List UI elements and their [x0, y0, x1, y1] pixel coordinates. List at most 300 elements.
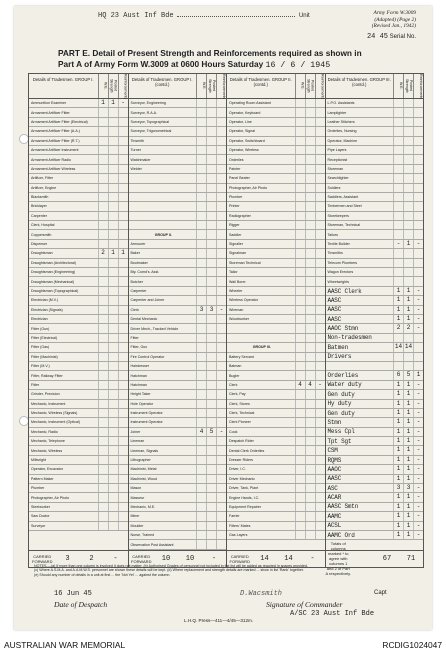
table-row: [227, 315, 325, 324]
count-cell: [216, 456, 226, 464]
count-cell: [196, 249, 206, 257]
count-cell: 1: [403, 493, 413, 501]
count-cell: [305, 287, 315, 295]
trade-label: Armament Artificer Wireless: [31, 166, 76, 171]
trade-label: Gen duty: [327, 409, 355, 417]
count-cell: [315, 343, 325, 351]
count-cell: [216, 315, 226, 323]
count-cell: [108, 174, 118, 182]
count-cell: [108, 446, 118, 454]
count-cell: [196, 137, 206, 145]
table-row: [29, 371, 128, 380]
count-cell: [196, 230, 206, 238]
trade-label: Textile Builder: [327, 242, 350, 247]
count-cell: [393, 108, 403, 116]
trade-label: Grinder, Precision: [31, 392, 60, 397]
table-row: [326, 428, 424, 437]
count-cell: 1: [403, 512, 413, 520]
table-row: [227, 371, 325, 380]
table-row: [29, 400, 128, 409]
count-cell: [98, 118, 108, 126]
count-cell: [108, 418, 118, 426]
table-row: [326, 155, 424, 164]
table-row: [227, 127, 325, 136]
count-cell: 1: [403, 418, 413, 426]
count-cell: 1: [403, 437, 413, 445]
column-number-header: Posted Strength: [108, 74, 118, 98]
trade-label: Carpenter: [31, 213, 47, 218]
count-cell: [413, 99, 423, 107]
despatch-date-value: 16 Jun 45: [54, 590, 92, 598]
trade-label: Mechanic, Wireless (Signals): [31, 411, 78, 416]
table-row: [227, 512, 325, 521]
count-cell: [118, 475, 128, 483]
count-cell: [108, 353, 118, 361]
table-row: [129, 127, 227, 136]
trade-label: Tailors: [327, 232, 338, 237]
count-cell: -: [216, 428, 226, 436]
count-cell: -: [413, 446, 423, 454]
table-row: [326, 484, 424, 493]
count-cell: [206, 277, 216, 285]
trade-label: Storekeepers: [327, 213, 349, 218]
trade-label: Battery Servant: [229, 354, 254, 359]
trade-label: Hy duty: [327, 400, 352, 408]
count-cell: [393, 277, 403, 285]
count-cell: [206, 371, 216, 379]
table-column: [325, 74, 424, 550]
count-cell: [196, 390, 206, 398]
trade-label: Operator, Machine: [327, 138, 358, 143]
count-cell: [403, 193, 413, 201]
count-cell: [98, 268, 108, 276]
table-row: [29, 484, 128, 493]
count-cell: 3: [196, 306, 206, 314]
trade-label: Armament Artificer Fitter (A.A.): [31, 129, 80, 134]
table-row: [29, 277, 128, 286]
count-cell: [108, 296, 118, 304]
count-cell: 2: [393, 324, 403, 332]
count-cell: [118, 287, 128, 295]
trade-label: AAOC: [327, 465, 342, 473]
trade-label: Fitter (Electrical): [31, 335, 58, 340]
count-cell: [315, 475, 325, 483]
count-cell: [413, 343, 423, 351]
unit-underline: [177, 16, 295, 17]
trade-label: Lithographer: [130, 458, 151, 463]
signature-mark: [240, 590, 282, 598]
trade-label: Draughtsman: [31, 251, 53, 256]
count-cell: [108, 259, 118, 267]
table-row: [29, 193, 128, 202]
table-row: [326, 193, 424, 202]
trade-label: Height Taker: [130, 392, 151, 397]
table-row: [227, 446, 325, 455]
count-cell: -: [118, 99, 128, 107]
table-row: [29, 390, 128, 399]
count-cell: [315, 315, 325, 323]
count-cell: [413, 212, 423, 220]
count-cell: [98, 230, 108, 238]
count-cell: [98, 456, 108, 464]
count-cell: 1: [403, 428, 413, 436]
form-line: (Adapted) (Page 2): [374, 16, 416, 23]
trade-label: ASC: [327, 484, 338, 492]
trade-label: Clerk, Pay: [229, 392, 246, 397]
count-cell: [393, 362, 403, 370]
count-cell: [305, 193, 315, 201]
table-row: [129, 324, 227, 333]
count-cell: [216, 212, 226, 220]
count-cell: 4: [295, 381, 305, 389]
count-cell: [206, 212, 216, 220]
count-cell: [206, 381, 216, 389]
trade-label: Clerk: [229, 382, 238, 387]
count-cell: [118, 174, 128, 182]
table-row: [227, 230, 325, 239]
count-cell: [295, 146, 305, 154]
count-cell: [305, 268, 315, 276]
trade-label: Non-tradesmen: [327, 334, 372, 342]
count-cell: -: [413, 456, 423, 464]
count-cell: [315, 259, 325, 267]
count-cell: -: [413, 324, 423, 332]
table-row: [326, 174, 424, 183]
table-row: [227, 437, 325, 446]
table-column: [226, 74, 325, 550]
count-cell: [108, 240, 118, 248]
count-cell: [216, 418, 226, 426]
count-cell: [206, 259, 216, 267]
count-cell: [196, 324, 206, 332]
count-cell: [196, 184, 206, 192]
column-title: Details of Tradesmen. GROUP I.: [32, 77, 94, 82]
table-row: [29, 108, 128, 117]
table-row: [129, 99, 227, 108]
trade-label: Nurse, Trained: [130, 533, 155, 538]
table-row: [326, 400, 424, 409]
count-cell: 1: [393, 296, 403, 304]
table-row: [326, 296, 424, 305]
count-cell: [295, 409, 305, 417]
count-cell: [295, 306, 305, 314]
count-cell: [196, 418, 206, 426]
count-cell: [295, 277, 305, 285]
count-cell: 3: [393, 484, 403, 492]
count-cell: [295, 371, 305, 379]
count-cell: [315, 155, 325, 163]
count-cell: [315, 230, 325, 238]
count-cell: [295, 221, 305, 229]
count-cell: [413, 137, 423, 145]
count-cell: [118, 108, 128, 116]
count-cell: [315, 137, 325, 145]
count-cell: [216, 371, 226, 379]
count-cell: [206, 165, 216, 173]
table-row: [129, 184, 227, 193]
count-cell: -: [413, 390, 423, 398]
count-cell: [305, 475, 315, 483]
trade-label: Orderlies, Nursing: [327, 129, 357, 134]
table-row: [326, 343, 424, 352]
count-cell: [315, 418, 325, 426]
count-cell: [413, 268, 423, 276]
trade-label: Tinsmith: [130, 138, 144, 143]
count-cell: [393, 334, 403, 342]
count-cell: [403, 146, 413, 154]
count-cell: [315, 437, 325, 445]
count-cell: [413, 362, 423, 370]
count-cell: [98, 353, 108, 361]
count-cell: [315, 277, 325, 285]
table-row: [227, 503, 325, 512]
count-cell: [196, 381, 206, 389]
count-cell: [98, 127, 108, 135]
count-cell: [118, 484, 128, 492]
trade-label: Surveyor: [31, 523, 46, 528]
count-cell: [196, 277, 206, 285]
column-number-header: Posted Strength: [403, 74, 413, 98]
count-cell: [108, 193, 118, 201]
count-cell: [315, 202, 325, 210]
count-cell: [196, 146, 206, 154]
count-cell: [305, 418, 315, 426]
table-row: [326, 390, 424, 399]
trade-label: Rigger: [229, 223, 240, 228]
trade-label: Driver Mech., Tracked Vehicle: [130, 326, 179, 331]
count-cell: [216, 127, 226, 135]
count-cell: [305, 165, 315, 173]
count-cell: [196, 221, 206, 229]
trade-label: Artificer, Fitter: [31, 176, 54, 181]
trade-label: Painter: [229, 166, 241, 171]
trade-label: Draughtsman (Architectural): [31, 260, 76, 265]
table-row: [227, 184, 325, 193]
count-cell: -: [413, 409, 423, 417]
table-row: [326, 127, 424, 136]
count-cell: [196, 371, 206, 379]
trade-label: Miner: [130, 514, 140, 519]
table-row: [326, 446, 424, 455]
count-cell: [413, 108, 423, 116]
table-row: [227, 475, 325, 484]
column-number-header: Reinforcements: [216, 74, 226, 98]
table-row: [227, 146, 325, 155]
count-cell: -: [413, 437, 423, 445]
count-cell: [118, 465, 128, 473]
trade-label: Batman: [229, 364, 242, 369]
table-row: [29, 259, 128, 268]
count-cell: [216, 155, 226, 163]
table-row: [227, 277, 325, 286]
count-cell: [305, 456, 315, 464]
count-cell: [315, 456, 325, 464]
count-cell: [98, 428, 108, 436]
table-column: [29, 74, 128, 550]
title-line-1: PART E. Detail of Present Strength and Reinforcements required as shown in: [58, 48, 362, 58]
count-cell: [118, 277, 128, 285]
count-cell: -: [413, 475, 423, 483]
count-cell: 1: [403, 522, 413, 530]
count-cell: [305, 334, 315, 342]
carried-forward-label: CARRIED FORWARD: [131, 553, 152, 564]
count-cell: [295, 531, 305, 539]
count-cell: 1: [118, 249, 128, 257]
table-row: [326, 230, 424, 239]
trade-label: Panel Beater: [229, 176, 250, 181]
count-cell: [403, 277, 413, 285]
trade-label: Tailor: [229, 270, 238, 275]
trade-label: Pipe Layers: [327, 148, 347, 153]
trade-label: Instrument Operator: [130, 420, 163, 425]
trade-label: Signalman: [229, 251, 246, 256]
count-cell: [108, 155, 118, 163]
count-cell: 1: [393, 531, 403, 539]
table-row: [129, 268, 227, 277]
count-cell: 14: [394, 343, 403, 351]
trade-label: Fitter (Gas): [31, 345, 50, 350]
count-cell: [413, 193, 423, 201]
table-row: [29, 165, 128, 174]
count-cell: [305, 353, 315, 361]
table-row: [29, 315, 128, 324]
count-cell: 1: [403, 287, 413, 295]
column-header: [129, 74, 227, 99]
table-row: [227, 99, 325, 108]
count-cell: [118, 400, 128, 408]
table-row: [227, 522, 325, 531]
count-cell: [413, 230, 423, 238]
count-cell: 1: [108, 99, 118, 107]
count-cell: [118, 259, 128, 267]
count-cell: [216, 118, 226, 126]
column-number-header: W.E.: [295, 74, 305, 98]
count-cell: [216, 259, 226, 267]
trade-label: Joiner: [130, 429, 141, 434]
trade-label: Dental Mechanic: [130, 317, 158, 322]
commander-caption: Signature of Commander: [266, 600, 343, 609]
count-cell: [403, 155, 413, 163]
table-row: [29, 428, 128, 437]
count-cell: [98, 484, 108, 492]
trade-label: Printer: [229, 204, 240, 209]
table-row: [129, 174, 227, 183]
count-cell: [196, 512, 206, 520]
count-cell: [295, 446, 305, 454]
count-cell: 1: [393, 503, 403, 511]
count-cell: [315, 184, 325, 192]
count-cell: [108, 522, 118, 530]
count-cell: [206, 99, 216, 107]
count-cell: [315, 118, 325, 126]
table-columns: [29, 74, 423, 550]
table-row: [227, 259, 325, 268]
count-cell: [403, 212, 413, 220]
count-cell: [216, 268, 226, 276]
count-cell: [118, 493, 128, 501]
trade-label: Timbermen and Steel: [327, 204, 362, 209]
trade-label: Tpt Sgt: [327, 437, 352, 445]
count-cell: [98, 324, 108, 332]
table-row: [129, 240, 227, 249]
carried-forward-label: Totals of columns marked * to agree with columns 1 and 2 of Part A respectively.: [325, 541, 351, 577]
count-cell: [196, 484, 206, 492]
count-cell: [98, 446, 108, 454]
count-cell: [305, 531, 315, 539]
table-row: [227, 409, 325, 418]
count-cell: 1: [393, 418, 403, 426]
trade-label: AAMC: [327, 512, 342, 520]
count-cell: [108, 221, 118, 229]
count-cell: [118, 428, 128, 436]
trade-label: Carpenter and Joiner: [130, 298, 165, 303]
count-cell: 1: [403, 531, 413, 539]
table-row: [326, 137, 424, 146]
count-cell: 1: [393, 437, 403, 445]
count-cell: [216, 334, 226, 342]
count-cell: [206, 446, 216, 454]
count-cell: [305, 484, 315, 492]
table-row: [326, 409, 424, 418]
trade-label: Searchlighter: [327, 176, 349, 181]
count-cell: [413, 221, 423, 229]
table-row: [227, 174, 325, 183]
count-cell: [295, 127, 305, 135]
count-cell: [413, 146, 423, 154]
table-row: [129, 409, 227, 418]
count-cell: [108, 437, 118, 445]
table-row: [129, 540, 227, 549]
trade-label: Driver Mechanic: [229, 476, 255, 481]
trade-label: Telecom Plumbers: [327, 260, 358, 265]
trade-label: Wireman: [229, 307, 244, 312]
trade-label: Operator, Wireless: [229, 148, 259, 153]
count-cell: [206, 249, 216, 257]
count-cell: [98, 259, 108, 267]
trade-label: Clerk: [130, 307, 139, 312]
table-row: [326, 202, 424, 211]
count-cell: [118, 193, 128, 201]
trade-label: Operating Room Assistant: [229, 101, 271, 106]
trade-label: Gas Layers: [229, 533, 248, 538]
trade-label: Storeman, Technical: [327, 223, 360, 228]
trade-label: Welder: [130, 166, 142, 171]
count-cell: [206, 493, 216, 501]
trade-label: Masseur: [130, 495, 145, 500]
trade-label: Hatchman: [130, 382, 147, 387]
count-cell: [118, 456, 128, 464]
count-cell: [216, 484, 226, 492]
count-cell: [108, 512, 118, 520]
trade-label: Cook: [229, 429, 238, 434]
trade-label: Surveyor, R.A.A.: [130, 110, 158, 115]
count-cell: [403, 362, 413, 370]
count-cell: [98, 381, 108, 389]
count-cell: [305, 503, 315, 511]
count-cell: [108, 465, 118, 473]
count-cell: [108, 381, 118, 389]
table-row: [227, 118, 325, 127]
count-cell: [393, 221, 403, 229]
serial-line: [367, 33, 416, 41]
count-cell: [403, 353, 413, 361]
count-cell: [216, 240, 226, 248]
trade-label: Mess Cpl: [327, 428, 355, 436]
trade-label: Draughtsman (Topographical): [31, 289, 79, 293]
trade-label: Operator, Switchboard: [229, 138, 265, 143]
trade-label: Watchmaker: [130, 157, 151, 162]
count-cell: [295, 184, 305, 192]
